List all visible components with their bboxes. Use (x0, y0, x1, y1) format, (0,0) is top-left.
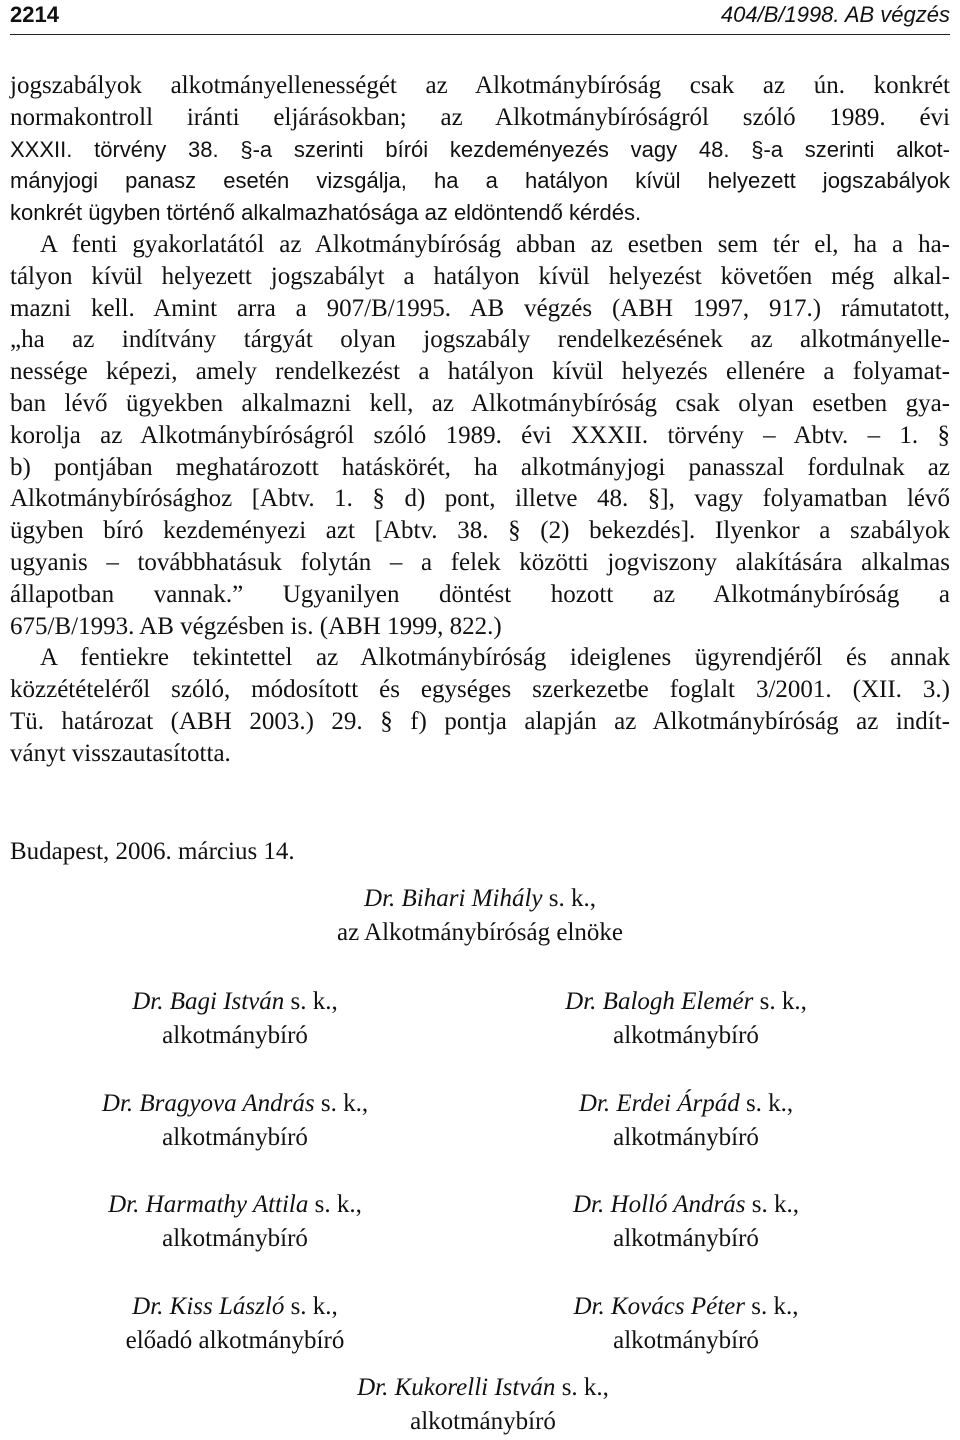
text-line: ban lévő ügyekben alkalmazni kell, az Alkotmánybíróság csak olyan esetben gya- (10, 389, 950, 417)
page-number: 2214 (10, 2, 59, 27)
text-line: konkrét ügyben történő alkalmazhatósága az eldöntendő kérdés. (10, 200, 642, 226)
signatory-name: Dr. Bihari Mihály (364, 885, 543, 912)
signatory-title: alkotmánybíró (162, 1124, 308, 1151)
signatory-name: Dr. Bragyova András (101, 1090, 315, 1117)
signatory-title: alkotmánybíró (613, 1022, 759, 1049)
signatory-suffix: s. k., (739, 1090, 794, 1117)
text-line: A fentiekre tekintettel az Alkotmánybíróság ideiglenes ügyrendjéről és annak (40, 644, 950, 672)
signatory-title: alkotmánybíró (613, 1225, 759, 1252)
text-line: Alkotmánybírósághoz [Abtv. 1. § d) pont, illetve 48. §], vagy folyamatban lévő (10, 485, 950, 513)
signatory-suffix: s. k., (308, 1191, 362, 1218)
signature-judge (15, 985, 455, 1053)
signatory-suffix: s. k., (314, 1090, 369, 1117)
signatory-name: Dr. Bagi István (132, 988, 285, 1015)
text-line: ványt visszautasította. (10, 739, 231, 767)
body-text (10, 70, 950, 770)
text-line: állapotban vannak.” Ugyanilyen döntést hozott az Alkotmánybíróság a (10, 580, 950, 608)
signatory-title: előadó alkotmánybíró (125, 1327, 345, 1354)
signatory-title: alkotmánybíró (613, 1327, 759, 1354)
signatory-suffix: s. k., (555, 1374, 609, 1401)
signature-judge (466, 1087, 906, 1155)
text-line: mányjogi panasz esetén vizsgálja, ha a hatályon kívül helyezett jogszabályok (10, 168, 950, 194)
signatory-name: Dr. Harmathy Attila (108, 1191, 309, 1218)
text-line: Tü. határozat (ABH 2003.) 29. § f) pontja alapján az Alkotmánybíróság az indít- (10, 707, 950, 735)
text-line: korolja az Alkotmánybíróságról szóló 1989. évi XXXII. törvény – Abtv. – 1. § (10, 421, 950, 449)
signatory-name: Dr. Erdei Árpád (578, 1090, 740, 1117)
signatory-title: az Alkotmánybíróság elnöke (336, 919, 624, 946)
text-line: mazni kell. Amint arra a 907/B/1995. AB végzés (ABH 1997, 917.) rámutatott, (10, 294, 950, 322)
signatory-title: alkotmánybíró (410, 1408, 556, 1435)
signatory-name: Dr. Kukorelli István (357, 1374, 556, 1401)
text-line: „ha az indítvány tárgyát olyan jogszabály rendelkezésének az alkotmányelle- (10, 326, 950, 354)
text-line: tályon kívül helyezett jogszabályt a hatályon kívül helyezést követően még alkal- (10, 262, 950, 290)
signatory-title: alkotmánybíró (162, 1022, 308, 1049)
signatory-suffix: s. k., (753, 988, 807, 1015)
signatory-name: Dr. Kiss László (132, 1293, 285, 1320)
text-line: A fenti gyakorlatától az Alkotmánybíróság abban az esetben sem tér el, ha a ha- (40, 230, 950, 258)
signature-judge (466, 1290, 906, 1358)
text-line: közzétételéről szóló, módosított és egységes szerkezetbe foglalt 3/2001. (XII. 3.) (10, 676, 950, 704)
signature-judge (15, 1188, 455, 1256)
signatory-suffix: s. k., (745, 1191, 799, 1218)
signatory-suffix: s. k., (542, 885, 596, 912)
text-line: ugyanis – továbbhatásuk folytán – a felek közötti jogviszony alakítására alkalmas (10, 548, 950, 576)
signatory-name: Dr. Kovács Péter (573, 1293, 745, 1320)
signatory-suffix: s. k., (745, 1293, 799, 1320)
signature-judge (15, 1087, 455, 1155)
text-line: b) pontjában meghatározott hatáskörét, ha alkotmányjogi panasszal fordulnak az (10, 453, 950, 481)
text-line: jogszabályok alkotmányellenességét az Alkotmánybíróság csak az ún. konkrét (10, 72, 950, 99)
date-line: Budapest, 2006. március 14. (10, 838, 295, 865)
page-header (10, 0, 950, 35)
text-line: 675/B/1993. AB végzésben is. (ABH 1999, 822.) (10, 612, 502, 640)
running-head: 404/B/1998. AB végzés (720, 2, 950, 27)
signatory-suffix: s. k., (284, 988, 338, 1015)
signature-president (260, 882, 700, 950)
text-line: ügyben bíró kezdeményezi azt [Abtv. 38. § (2) bekezdés]. Ilyenkor a szabályok (10, 517, 950, 545)
signature-judge (466, 1188, 906, 1256)
text-line: nessége képezi, amely rendelkezést a hatályon kívül helyezés ellenére a folyamat- (10, 358, 950, 386)
text-line: normakontroll iránti eljárásokban; az Alkotmánybíróságról szóló 1989. évi (10, 103, 950, 131)
signatory-suffix: s. k., (284, 1293, 338, 1320)
signature-last-judge (263, 1371, 703, 1439)
text-line: XXXII. törvény 38. §-a szerinti bírói kezdeményezés vagy 48. §-a szerinti alkot- (10, 136, 950, 162)
signatory-title: alkotmánybíró (613, 1124, 759, 1151)
signature-judge (466, 985, 906, 1053)
signatory-name: Dr. Balogh Elemér (565, 988, 754, 1015)
signatory-title: alkotmánybíró (162, 1225, 308, 1252)
signature-judge (15, 1290, 455, 1358)
signatory-name: Dr. Holló András (573, 1191, 746, 1218)
